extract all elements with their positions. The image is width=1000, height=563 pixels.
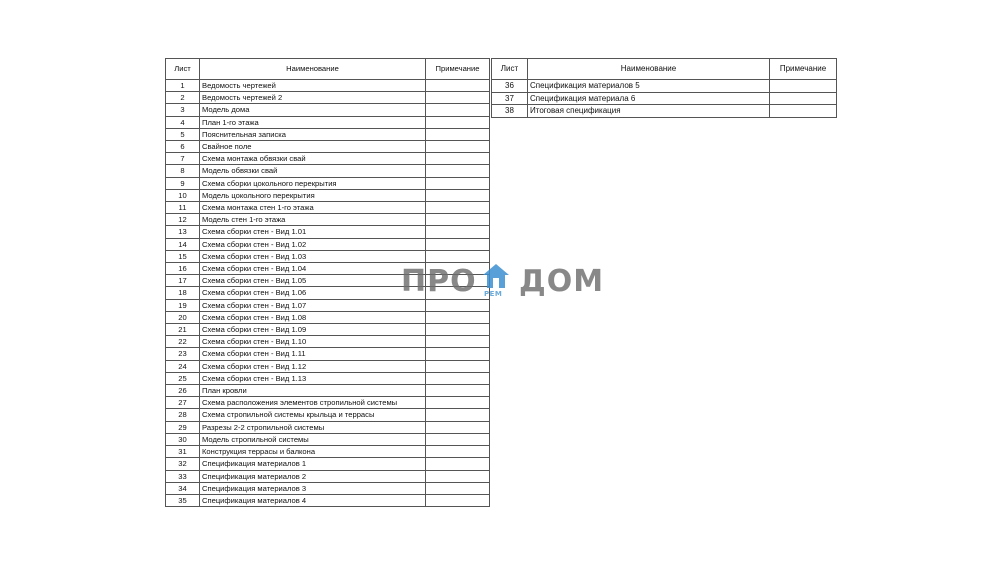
cell-note	[426, 446, 490, 458]
table-row	[166, 189, 490, 201]
cell-note	[426, 372, 490, 384]
cell-drawing-name: Схема сборки стен - Вид 1.09	[200, 324, 426, 336]
cell-sheet-number: 25	[166, 372, 200, 384]
logo-subtext: РЕМ	[484, 290, 503, 298]
cell-note	[426, 385, 490, 397]
cell-sheet-number: 30	[166, 433, 200, 445]
cell-sheet-number: 21	[166, 324, 200, 336]
table-row	[166, 116, 490, 128]
table-row	[166, 482, 490, 494]
cell-sheet-number: 9	[166, 177, 200, 189]
cell-note	[426, 165, 490, 177]
cell-note	[426, 214, 490, 226]
cell-sheet-number: 34	[166, 482, 200, 494]
cell-drawing-name: Схема сборки стен - Вид 1.04	[200, 263, 426, 275]
cell-sheet-number: 13	[166, 226, 200, 238]
table-row	[166, 397, 490, 409]
cell-sheet-number: 37	[492, 92, 528, 105]
cell-drawing-name: Спецификация материала 6	[528, 92, 770, 105]
watermark-logo	[401, 262, 605, 306]
cell-note	[426, 433, 490, 445]
table-row	[166, 336, 490, 348]
header-sheet: Лист	[166, 59, 200, 80]
table-row	[166, 385, 490, 397]
table-row	[492, 80, 837, 93]
cell-drawing-name: Схема сборки цокольного перекрытия	[200, 177, 426, 189]
cell-drawing-name: Схема сборки стен - Вид 1.11	[200, 348, 426, 360]
cell-note	[426, 458, 490, 470]
cell-drawing-name: Схема сборки стен - Вид 1.01	[200, 226, 426, 238]
cell-drawing-name: Модель стен 1-го этажа	[200, 214, 426, 226]
cell-sheet-number: 20	[166, 311, 200, 323]
cell-note	[426, 311, 490, 323]
cell-drawing-name: Модель цокольного перекрытия	[200, 189, 426, 201]
cell-drawing-name: Схема сборки стен - Вид 1.06	[200, 287, 426, 299]
cell-sheet-number: 33	[166, 470, 200, 482]
cell-note	[426, 470, 490, 482]
cell-note	[426, 226, 490, 238]
cell-sheet-number: 11	[166, 202, 200, 214]
table-header-row	[166, 59, 490, 80]
header-name: Наименование	[200, 59, 426, 80]
cell-note	[426, 177, 490, 189]
header-note: Примечание	[770, 59, 837, 80]
cell-note	[426, 421, 490, 433]
cell-note	[770, 105, 837, 118]
cell-drawing-name: Итоговая спецификация	[528, 105, 770, 118]
cell-sheet-number: 31	[166, 446, 200, 458]
cell-drawing-name: Свайное поле	[200, 141, 426, 153]
cell-note	[426, 360, 490, 372]
cell-note	[426, 104, 490, 116]
cell-drawing-name: Схема монтажа стен 1-го этажа	[200, 202, 426, 214]
table-row	[166, 80, 490, 92]
logo-text-right: ДОМ	[519, 264, 605, 299]
cell-note	[426, 409, 490, 421]
cell-note	[426, 153, 490, 165]
cell-sheet-number: 4	[166, 116, 200, 128]
table-row	[166, 165, 490, 177]
cell-drawing-name: Схема монтажа обвязки свай	[200, 153, 426, 165]
cell-sheet-number: 19	[166, 299, 200, 311]
cell-sheet-number: 18	[166, 287, 200, 299]
cell-sheet-number: 35	[166, 494, 200, 506]
table-row	[166, 446, 490, 458]
cell-drawing-name: Схема расположения элементов стропильной системы	[200, 397, 426, 409]
cell-drawing-name: Спецификация материалов 1	[200, 458, 426, 470]
cell-note	[426, 348, 490, 360]
cell-note	[770, 80, 837, 93]
cell-drawing-name: Схема сборки стен - Вид 1.08	[200, 311, 426, 323]
cell-drawing-name: Модель стропильной системы	[200, 433, 426, 445]
cell-note	[426, 238, 490, 250]
header-note: Примечание	[426, 59, 490, 80]
table-row	[166, 226, 490, 238]
cell-note	[426, 250, 490, 262]
cell-note	[426, 141, 490, 153]
table-row	[166, 458, 490, 470]
table-row	[166, 409, 490, 421]
cell-sheet-number: 5	[166, 128, 200, 140]
cell-drawing-name: Схема сборки стен - Вид 1.13	[200, 372, 426, 384]
table-row	[166, 202, 490, 214]
cell-drawing-name: Конструкция террасы и балкона	[200, 446, 426, 458]
cell-note	[426, 202, 490, 214]
table-row	[166, 311, 490, 323]
cell-sheet-number: 14	[166, 238, 200, 250]
table-row	[166, 153, 490, 165]
cell-drawing-name: Спецификация материалов 2	[200, 470, 426, 482]
table-body	[492, 80, 837, 118]
cell-drawing-name: Разрезы 2-2 стропильной системы	[200, 421, 426, 433]
cell-sheet-number: 24	[166, 360, 200, 372]
cell-drawing-name: Схема сборки стен - Вид 1.03	[200, 250, 426, 262]
cell-note	[426, 128, 490, 140]
logo-text-left: ПРО	[401, 264, 477, 299]
cell-drawing-name: Ведомость чертежей	[200, 80, 426, 92]
cell-sheet-number: 15	[166, 250, 200, 262]
table-row	[166, 360, 490, 372]
cell-sheet-number: 3	[166, 104, 200, 116]
cell-sheet-number: 38	[492, 105, 528, 118]
table-row	[492, 92, 837, 105]
table-row	[166, 141, 490, 153]
table-row	[166, 238, 490, 250]
table-row	[166, 250, 490, 262]
cell-drawing-name: Модель дома	[200, 104, 426, 116]
cell-sheet-number: 32	[166, 458, 200, 470]
drawing-list-table-right	[491, 58, 837, 118]
table-row	[166, 104, 490, 116]
cell-note	[426, 324, 490, 336]
cell-sheet-number: 1	[166, 80, 200, 92]
cell-sheet-number: 2	[166, 92, 200, 104]
table-row	[166, 177, 490, 189]
table-header-row	[492, 59, 837, 80]
cell-drawing-name: План кровли	[200, 385, 426, 397]
cell-note	[426, 189, 490, 201]
cell-sheet-number: 22	[166, 336, 200, 348]
cell-drawing-name: Схема сборки стен - Вид 1.12	[200, 360, 426, 372]
cell-sheet-number: 28	[166, 409, 200, 421]
cell-sheet-number: 26	[166, 385, 200, 397]
cell-drawing-name: Схема сборки стен - Вид 1.05	[200, 275, 426, 287]
header-sheet: Лист	[492, 59, 528, 80]
table-row	[166, 433, 490, 445]
cell-sheet-number: 16	[166, 263, 200, 275]
cell-sheet-number: 17	[166, 275, 200, 287]
cell-drawing-name: Спецификация материалов 5	[528, 80, 770, 93]
table-row	[166, 421, 490, 433]
cell-sheet-number: 36	[492, 80, 528, 93]
table-row	[166, 92, 490, 104]
cell-drawing-name: Спецификация материалов 3	[200, 482, 426, 494]
cell-note	[426, 92, 490, 104]
cell-sheet-number: 29	[166, 421, 200, 433]
cell-sheet-number: 12	[166, 214, 200, 226]
house-icon	[481, 262, 511, 292]
cell-drawing-name: План 1-го этажа	[200, 116, 426, 128]
cell-sheet-number: 23	[166, 348, 200, 360]
cell-sheet-number: 10	[166, 189, 200, 201]
cell-note	[426, 336, 490, 348]
cell-drawing-name: Спецификация материалов 4	[200, 494, 426, 506]
cell-note	[426, 397, 490, 409]
cell-note	[426, 482, 490, 494]
cell-drawing-name: Модель обвязки свай	[200, 165, 426, 177]
cell-drawing-name: Схема стропильной системы крыльца и террасы	[200, 409, 426, 421]
table-row	[166, 494, 490, 506]
cell-sheet-number: 7	[166, 153, 200, 165]
cell-note	[770, 92, 837, 105]
table-row	[166, 324, 490, 336]
cell-note	[426, 494, 490, 506]
table-row	[166, 348, 490, 360]
table-row	[492, 105, 837, 118]
table-row	[166, 372, 490, 384]
table-row	[166, 128, 490, 140]
table-row	[166, 214, 490, 226]
cell-note	[426, 116, 490, 128]
cell-note	[426, 80, 490, 92]
cell-drawing-name: Схема сборки стен - Вид 1.02	[200, 238, 426, 250]
header-name: Наименование	[528, 59, 770, 80]
cell-sheet-number: 8	[166, 165, 200, 177]
cell-drawing-name: Ведомость чертежей 2	[200, 92, 426, 104]
table-row	[166, 470, 490, 482]
cell-drawing-name: Схема сборки стен - Вид 1.07	[200, 299, 426, 311]
cell-drawing-name: Схема сборки стен - Вид 1.10	[200, 336, 426, 348]
cell-sheet-number: 6	[166, 141, 200, 153]
cell-sheet-number: 27	[166, 397, 200, 409]
cell-drawing-name: Пояснительная записка	[200, 128, 426, 140]
